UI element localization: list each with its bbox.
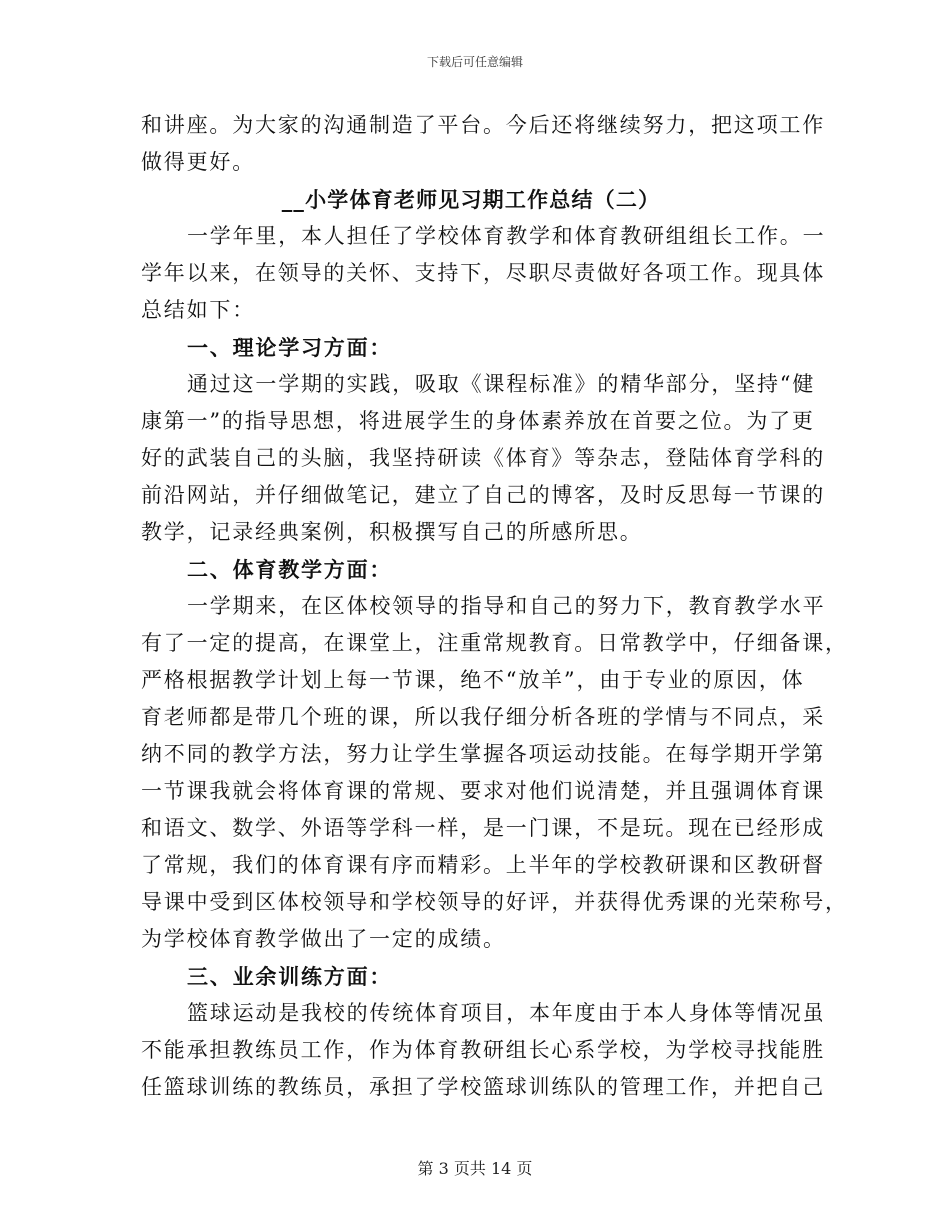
paragraph-first-line: 一学期来，在区体校领导的指导和自己的努力下，教育教学水平 <box>187 594 826 618</box>
body-line: 导课中受到区体校领导和学校领导的好评，并获得优秀课的光荣称号， <box>141 890 848 914</box>
body-line: 康第一”的指导思想，将进展学生的身体素养放在首要之位。为了更 <box>141 409 815 433</box>
body-line: 育老师都是带几个班的课，所以我仔细分析各班的学情与不同点，采 <box>141 705 825 729</box>
body-line: 了常规，我们的体育课有序而精彩。上半年的学校教研课和区教研督 <box>141 853 825 877</box>
body-line: 总结如下： <box>141 298 255 322</box>
header-note: 下载后可任意编辑 <box>426 55 523 69</box>
body-line: 教学，记录经典案例，积极撰写自己的所感所思。 <box>141 520 643 544</box>
body-line: 不能承担教练员工作，作为体育教研组长心系学校，为学校寻找能胜 <box>141 1038 825 1062</box>
body-line: 纳不同的教学方法，努力让学生掌握各项运动技能。在每学期开学第 <box>141 742 825 766</box>
body-line: 一节课我就会将体育课的常规、要求对他们说清楚，并且强调体育课 <box>141 779 825 803</box>
subheading-training: 三、业余训练方面： <box>187 964 393 989</box>
body-line: 任篮球训练的教练员，承担了学校篮球训练队的管理工作，并把自己 <box>141 1075 825 1099</box>
body-line: 和语文、数学、外语等学科一样，是一门课，不是玩。现在已经形成 <box>141 816 825 840</box>
body-line: 前沿网站，并仔细做笔记，建立了自己的博客，及时反思每一节课的 <box>141 483 825 507</box>
body-line: 为学校体育教学做出了一定的成绩。 <box>141 927 506 951</box>
subheading-theory: 一、理论学习方面： <box>187 335 393 360</box>
paragraph-first-line: 篮球运动是我校的传统体育项目，本年度由于本人身体等情况虽 <box>187 1001 826 1025</box>
body-line: 和讲座。为大家的沟通制造了平台。今后还将继续努力，把这项工作 <box>141 113 825 137</box>
section-title: __小学体育老师见习期工作总结（二） <box>281 187 661 212</box>
paragraph-first-line: 一学年里，本人担任了学校体育教学和体育教研组组长工作。一 <box>187 224 826 248</box>
body-line: 学年以来，在领导的关怀、支持下，尽职尽责做好各项工作。现具体 <box>141 261 825 285</box>
paragraph-first-line: 通过这一学期的实践，吸取《课程标准》的精华部分，坚持“健 <box>187 372 816 396</box>
subheading-teaching: 二、体育教学方面： <box>187 557 393 582</box>
body-line: 好的武装自己的头脑，我坚持研读《体育》等杂志，登陆体育学科的 <box>141 446 825 470</box>
body-line: 有了一定的提高，在课堂上，注重常规教育。日常教学中，仔细备课， <box>141 631 848 655</box>
page-number: 第 3 页共 14 页 <box>417 1159 533 1178</box>
document-body <box>141 107 848 1106</box>
body-line: 严格根据教学计划上每一节课，绝不“放羊”，由于专业的原因，体 <box>141 668 805 692</box>
body-line: 做得更好。 <box>141 150 255 174</box>
